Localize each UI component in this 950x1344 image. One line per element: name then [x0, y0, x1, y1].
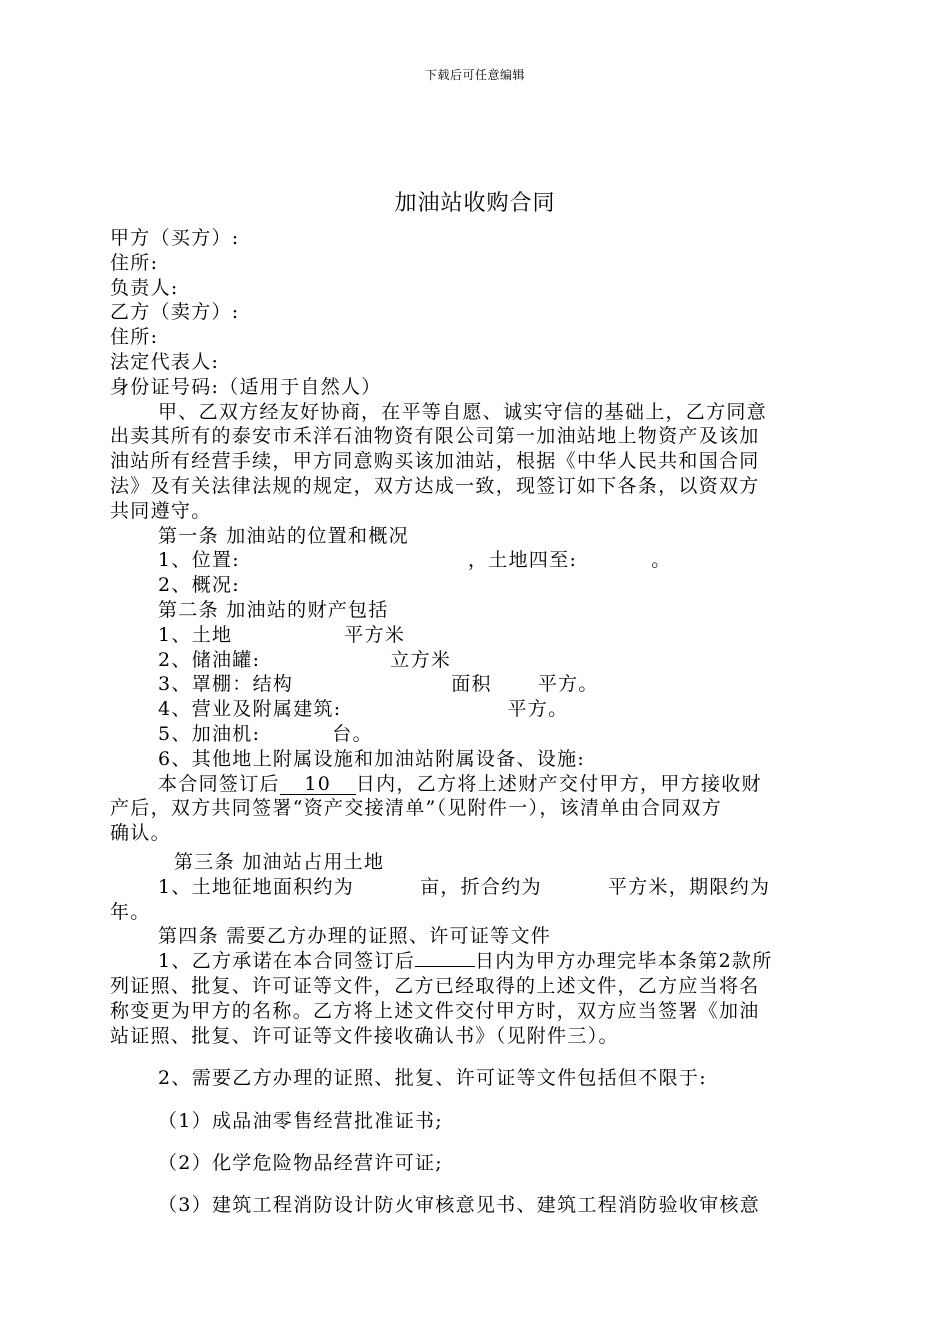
asset-building [110, 697, 830, 722]
pump-label: 5、加油机: [158, 722, 261, 745]
tank-unit: 立方米 [390, 648, 452, 671]
permit-text: 日内为甲方办理完毕本条第2款所 [475, 950, 773, 973]
article-1-location [110, 548, 830, 573]
article-3-title: 第三条 加油站占用土地 [174, 850, 385, 873]
article-1-overview: 2、概况: [158, 574, 240, 597]
article-4-p1 [110, 949, 830, 974]
delivery-line: 产后，双方共同签署“资产交接清单”（见附件一），该清单由合同双方 [110, 797, 723, 820]
buyer-address-line: 住所: [110, 251, 159, 274]
preamble-line: 法》及有关法律法规的规定，双方达成一致，现签订如下各条，以资双方 [110, 474, 760, 497]
building-label: 4、营业及附属建筑: [158, 698, 342, 721]
asset-land [110, 623, 830, 648]
permit-text: 1、乙方承诺在本合同签订后 [158, 950, 415, 973]
preamble-line: 共同遵守。 [110, 499, 212, 522]
article-4-p1: 列证照、批复、许可证等文件，乙方已经取得的上述文件，乙方应当将名 [110, 974, 760, 997]
buyer-line: 甲方（买方）: [110, 227, 240, 249]
asset-pump [110, 722, 830, 747]
asset-canopy [110, 672, 830, 697]
boundary-label: ，土地四至: [468, 549, 578, 572]
id-number-line: 身份证号码:（适用于自然人） [110, 375, 382, 398]
article-2-title: 第二条 加油站的财产包括 [158, 598, 389, 621]
delivery-line: 确认。 [110, 822, 171, 845]
preamble-line: 甲、乙双方经友好协商，在平等自愿、诚实守信的基础上，乙方同意 [158, 400, 768, 423]
land-area-text: 1、土地征地面积约为 [158, 875, 355, 898]
location-label: 1、位置: [158, 549, 240, 572]
article-4-p1: 站证照、批复、许可证等文件接收确认书》（见附件三）。 [110, 1024, 619, 1047]
preamble-line: 出卖其所有的泰安市禾洋石油物资有限公司第一加油站地上物资产及该加 [110, 425, 760, 448]
delivery-line [110, 772, 830, 797]
permit-item: （3）建筑工程消防设计防火审核意见书、建筑工程消防验收审核意 [158, 1194, 761, 1217]
land-label: 1、土地 [158, 623, 233, 646]
article-1-title: 第一条 加油站的位置和概况 [158, 524, 409, 547]
article-4-p2: 2、需要乙方办理的证照、批复、许可证等文件包括但不限于: [158, 1067, 707, 1090]
boundary-end: 。 [651, 549, 672, 572]
asset-other: 6、其他地上附属设施和加油站附属设备、设施: [158, 747, 586, 770]
permit-item: （2）化学危险物品经营许可证; [158, 1152, 443, 1175]
canopy-label: 3、罩棚：结构 [158, 673, 294, 696]
canopy-unit: 平方。 [537, 673, 599, 696]
land-unit: 平方米 [344, 623, 406, 646]
seller-legal-rep-line: 法定代表人: [110, 350, 220, 373]
land-area-text: 平方米，期限约为 [607, 875, 771, 898]
article-4-p1: 称变更为甲方的名称。乙方将上述文件交付甲方时，双方应当签署《加油 [110, 999, 760, 1022]
contract-title: 加油站收购合同 [394, 191, 556, 216]
article-3-text [110, 875, 830, 900]
contract-body [110, 226, 830, 1224]
canopy-area-label: 面积 [451, 673, 492, 696]
pump-unit: 台。 [332, 722, 373, 745]
buyer-rep-line: 负责人: [110, 276, 179, 299]
delivery-days-field: 10 [280, 774, 356, 795]
header-note: 下载后可任意编辑 [424, 68, 525, 82]
delivery-text: 本合同签订后 [158, 772, 280, 795]
seller-line: 乙方（卖方）: [110, 301, 240, 324]
asset-tank [110, 648, 830, 673]
permit-days-field [415, 966, 475, 967]
seller-address-line: 住所: [110, 326, 159, 349]
permit-item: （1）成品油零售经营批准证书; [158, 1110, 443, 1133]
delivery-text: 日内，乙方将上述财产交付甲方，甲方接收财 [355, 772, 762, 795]
tank-label: 2、储油罐: [158, 648, 261, 671]
article-3-text: 年。 [110, 900, 151, 923]
preamble-line: 油站所有经营手续，甲方同意购买该加油站，根据《中华人民共和国合同 [110, 450, 760, 473]
land-area-text: 亩，折合约为 [420, 875, 542, 898]
article-4-title: 第四条 需要乙方办理的证照、许可证等文件 [158, 925, 552, 948]
building-unit: 平方。 [507, 698, 569, 721]
